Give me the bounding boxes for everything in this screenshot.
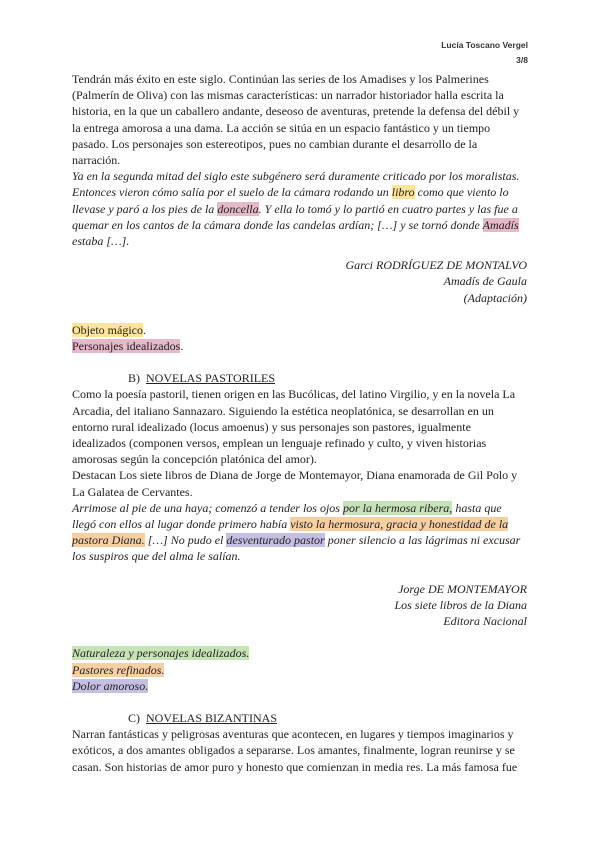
legend1-item2: Personajes idealizados: [72, 339, 181, 354]
section-c-paragraph-1: Narran fantásticas y peligrosas aventuras que acontecen, en lugares y tiempos imaginarios y exóticos, a dos amantes obligados a separarse. Los amantes, finalmente, logran reunirse y se casan. Son historias de amor puro y honesto que comienzan in media res. La más famosa fue: [72, 727, 518, 774]
legend2-item3: Dolor amoroso.: [72, 678, 149, 693]
quote2-t1: Arrimose al pie de una haya; comenzó a tender los ojos: [72, 500, 343, 515]
section-c-title: NOVELAS BIZANTINAS: [146, 710, 277, 725]
legend-2: [72, 645, 527, 694]
intro-paragraph: Tendrán más éxito en este siglo. Continúan las series de los Amadises y los Palmerines (Palmerín de Oliva) con las mismas características: un narrador historiador halla escrita la historia, en la que un caballero andante, deseoso de aventuras, pretende la defensa del débil y la entrega amorosa a una dama. La acción se sitúa en un espacio fantástico y un tiempo pasado. Los personajes son estereotipos, pues no cambian durante el desarrollo de la narración.: [72, 72, 520, 168]
quote1-t2: como que viento lo llevase y paró a los pies de la: [72, 185, 509, 216]
legend1-item2-end: .: [180, 339, 184, 354]
highlight-libro: libro: [391, 185, 415, 200]
legend-1: [72, 322, 527, 354]
section-c-letter: C): [128, 710, 140, 725]
highlight-ribera: por la hermosa ribera,: [342, 500, 453, 515]
quote1-t4: estaba […].: [72, 234, 130, 249]
author-name: Lucía Toscano Vergel: [441, 40, 528, 50]
section-b-heading: [128, 370, 527, 386]
highlight-diana: visto la hermosura, gracia y honestidad de la pastora Diana.: [72, 517, 509, 548]
highlight-doncella: doncella: [217, 201, 259, 216]
highlight-amadis: Amadís: [482, 217, 519, 232]
quote2-t3: […] No pudo el: [144, 533, 227, 548]
document-body: [72, 71, 527, 775]
section-b-title: NOVELAS PASTORILES: [146, 371, 276, 386]
section-b-letter: B): [128, 371, 140, 386]
page-number: 3/8: [516, 55, 528, 65]
quote2-work: Los siete libros de la Diana: [394, 597, 527, 612]
quote2-t4: poner silencio a las lágrimas ni excusar los suspiros que del alma le salían.: [72, 533, 521, 564]
intro-note: [72, 168, 527, 249]
legend1-item1-end: .: [142, 322, 146, 337]
legend1-item1: Objeto mágico: [72, 322, 143, 337]
quote1-note: (Adaptación): [463, 290, 527, 305]
quote1-t3: . Y ella lo tomó y lo partió en cuatro partes y las fue a quemar en los cantos de la cámara donde las candelas ardían; […] y se tornó donde: [72, 201, 518, 232]
quote1-citation: [72, 257, 527, 306]
quote1-work: Amadís de Gaula: [443, 274, 527, 289]
quote1-author: Garci RODRÍGUEZ DE MONTALVO: [345, 258, 527, 273]
highlight-pastor: desventurado pastor: [226, 533, 325, 548]
page-header: [441, 38, 528, 68]
section-b-paragraph-1: Como la poesía pastoril, tienen origen en las Bucólicas, del latino Virgilio, y en la novela La Arcadia, del italiano Sannazaro. Siguiendo la estética neoplatónica, se desarrollan en un entorno rural idealizado (locus amoenus) y sus personajes son pastores, igualmente idealizados (componen versos, emplean un lenguaje refinado y culto, y viven historias amorosas según la concepción platónica del amor).: [72, 387, 516, 467]
quote2-publisher: Editora Nacional: [443, 614, 527, 629]
intro-note-text: Ya en la segunda mitad del siglo este subgénero será duramente criticado por los moralistas.: [72, 169, 520, 184]
quote2-author: Jorge DE MONTEMAYOR: [398, 581, 527, 596]
section-c-heading: [128, 710, 527, 726]
quote2-citation: [72, 581, 527, 630]
legend2-item1: Naturaleza y personajes idealizados.: [72, 646, 250, 661]
quote2: [72, 500, 527, 565]
quote2-t2: hasta que llegó con ellos al lugar donde primero había: [72, 500, 502, 532]
section-b-paragraph-2: Destacan Los siete libros de Diana de Jorge de Montemayor, Diana enamorada de Gil Polo y La Galatea de Cervantes.: [72, 468, 518, 499]
legend2-item2: Pastores refinados.: [72, 662, 165, 677]
quote1-t1: Entonces vieron cómo salía por el suelo de la cámara rodando un: [72, 185, 392, 200]
